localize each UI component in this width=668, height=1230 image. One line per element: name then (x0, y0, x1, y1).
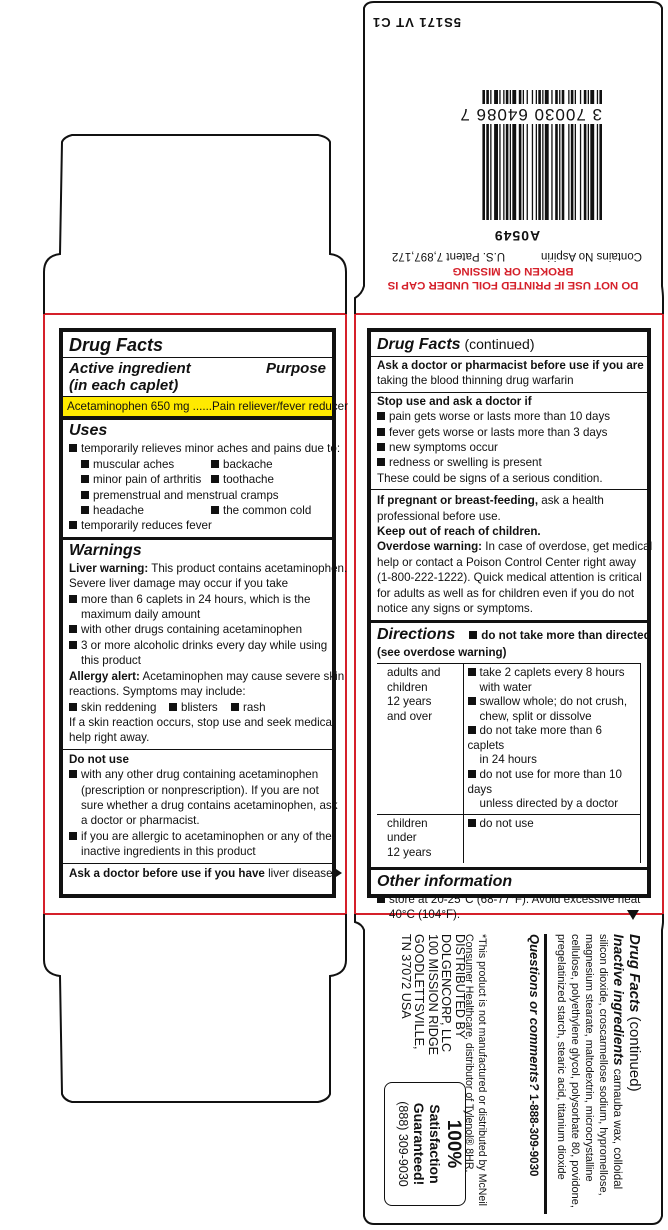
adults-direction: in 24 hours (479, 753, 537, 767)
uses-item: toothache (223, 473, 274, 487)
adults-direction: do not use for more than 10 days (467, 768, 622, 796)
liver-warning-text: This product contains acetaminophen. (148, 561, 348, 575)
stop-use-heading: Stop use and ask a doctor if (377, 394, 532, 408)
overdose-label: Overdose warning: (377, 540, 483, 554)
liver-warning-label: Liver warning: (69, 561, 149, 575)
foil-warning-line-1: DO NOT USE IF PRINTED FOIL UNDER CAP IS (387, 279, 639, 291)
inactive-ingredients-text: magnesium stearate, maltodextrin, microcrystalline (583, 934, 595, 1182)
overdose-text: In case of overdose, get medical (482, 540, 653, 554)
warnings-heading: Warnings (69, 541, 142, 559)
allergy-item: skin reddening (81, 700, 157, 714)
drug-facts-title: Drug Facts (377, 336, 461, 353)
continued-label: (continued) (460, 336, 535, 352)
pregnant-text: professional before use. (377, 509, 501, 523)
foil-warning (378, 264, 648, 292)
drug-facts-title: Drug Facts (626, 934, 643, 1013)
distributor-line: 100 MISSION RIDGE (425, 934, 440, 1056)
uses-last: temporarily reduces fever (81, 519, 212, 533)
children-label: children under (387, 816, 428, 845)
inactive-ingredients-text: pregelatinized starch, stearic acid, titanium dioxide (555, 934, 567, 1180)
active-heading-line-2: (in each caplet) (69, 377, 179, 394)
allergy-text: If a skin reaction occurs, stop use and seek medical (69, 715, 335, 729)
liver-warning-text: Severe liver damage may occur if you take (69, 577, 289, 591)
patent-text: U.S. Patent 7,897,172 (392, 250, 506, 262)
directions-row-adults (377, 663, 641, 814)
ask-pharmacist-text: taking the blood thinning drug warfarin (377, 374, 574, 388)
distributor-line: DISTRIBUTED BY (453, 934, 467, 1039)
inactive-ingredients-text: carnauba wax, colloidal (611, 1065, 624, 1190)
adults-direction: with water (479, 680, 532, 694)
adults-label: children (387, 680, 428, 694)
inactive-ingredients-text: silicon dioxide, croscarmellose sodium, hypromellose, (597, 934, 609, 1196)
barcode-digits: 3 70030 64086 7 (420, 104, 606, 124)
uses-item: headache (93, 504, 144, 518)
allergy-item: rash (243, 700, 266, 714)
allergy-alert-label: Allergy alert: (69, 669, 140, 683)
active-ingredient-line: Acetaminophen 650 mg ......Pain reliever/fever reducer (63, 396, 332, 417)
liver-item: more than 6 caplets in 24 hours, which is the (81, 592, 311, 606)
disclaimer-text: Consumer Healthcare, distributor of Tylenol® 8HR. (463, 934, 475, 1173)
uses-item: muscular aches (93, 457, 175, 471)
distributor-line: DOLGENCORP, LLC (439, 934, 454, 1053)
directions-heading: Directions (377, 625, 456, 643)
do-not-use-line: (prescription or nonprescription). If you are not (81, 783, 319, 797)
liver-item: maximum daily amount (81, 608, 201, 622)
pregnant-text: ask a health (538, 494, 604, 508)
do-not-use-line: if you are allergic to acetaminophen or any of the (81, 829, 332, 843)
do-not-use-heading: Do not use (69, 752, 129, 766)
continued-label: (continued) (626, 1012, 643, 1092)
directions-subheading: (see overdose warning) (377, 645, 507, 659)
do-not-use-line: sure whether a drug contains acetaminophen, ask (81, 798, 338, 812)
distributor-line: GOODLETTSVILLE, (412, 934, 427, 1050)
adults-direction: take 2 caplets every 8 hours (479, 665, 625, 679)
sideways-panel (503, 934, 643, 1214)
drug-facts-continued-panel (367, 328, 653, 922)
uses-heading: Uses (69, 422, 108, 440)
stop-use-item: redness or swelling is present (389, 456, 542, 470)
lot-code: A0549 (493, 228, 541, 244)
uses-item: the common cold (223, 504, 312, 518)
ask-doctor-footer-bold: Ask a doctor before use if you have (69, 866, 265, 880)
drug-facts-title: Drug Facts (69, 335, 164, 355)
uses-item: backache (223, 457, 273, 471)
satisfaction-text: Guaranteed! (411, 1102, 427, 1186)
adults-direction: swallow whole; do not crush, (479, 695, 628, 709)
allergy-text: Acetaminophen may cause severe skin (139, 669, 345, 683)
overdose-text: help or contact a Poison Control Center right away (377, 555, 637, 569)
foil-warning-line-2: BROKEN OR MISSING (452, 265, 574, 277)
allergy-text: help right away. (69, 731, 150, 745)
active-ingredient-heading (69, 360, 191, 394)
adults-direction: do not take more than 6 caplets (467, 724, 602, 752)
satisfaction-text: Satisfaction (427, 1104, 443, 1184)
top-flap (364, 2, 662, 302)
adults-label: and over (387, 709, 433, 723)
stop-use-item: fever gets worse or lasts more than 3 days (389, 425, 608, 439)
do-not-use-line: inactive ingredients in this product (81, 845, 256, 859)
liver-item: this product (81, 654, 141, 668)
allergy-item: blisters (181, 700, 218, 714)
carton-code: 5S171 VT C1 (372, 15, 462, 30)
distributor-line: TN 37072 USA (398, 934, 413, 1019)
adults-label: adults and (387, 665, 441, 679)
disclaimer-text: *This product is not manufactured or distributed by McNeil (476, 934, 488, 1207)
other-info-text: store at 20-25°C (68-77°F). Avoid excessive heat (389, 892, 641, 906)
active-heading-line-1: Active ingredient (69, 360, 191, 377)
stop-use-item: new symptoms occur (389, 441, 498, 455)
drug-facts-panel (59, 328, 348, 898)
directions-note: do not take more than directed (481, 628, 651, 642)
stop-use-note: These could be signs of a serious condition. (377, 471, 603, 485)
uses-intro: temporarily relieves minor aches and pains due to: (81, 442, 341, 456)
patent-row (392, 250, 642, 262)
adults-direction: unless directed by a doctor (479, 797, 619, 811)
other-info-heading: Other information (377, 872, 513, 890)
continue-down-arrow-icon (627, 910, 639, 920)
directions-row-children (377, 814, 641, 862)
allergy-text: reactions. Symptoms may include: (69, 685, 246, 699)
questions-label: Questions or comments? (527, 934, 542, 1091)
adults-label: 12 years (387, 695, 432, 709)
satisfaction-percent: 100% (443, 1119, 464, 1169)
stop-use-item: pain gets worse or lasts more than 10 days (389, 410, 611, 424)
continue-arrow-icon (333, 867, 342, 879)
satisfaction-badge (384, 1082, 466, 1206)
overdose-text: notice any signs or symptoms. (377, 602, 533, 616)
children-direction: do not use (479, 816, 534, 830)
inactive-ingredients-heading: Inactive ingredients (611, 934, 627, 1066)
overdose-text: (1-800-222-1222). Quick medical attention is critical (377, 571, 642, 585)
other-info-text: 40°C (104°F). (389, 908, 461, 922)
purpose-heading: Purpose (265, 360, 326, 377)
inactive-ingredients-text: cellulose, polyethylene glycol, polysorbate 80, povidone, (569, 934, 581, 1208)
distributor-block (376, 934, 466, 1074)
overdose-text: for adults as well as for children even if you do not (377, 586, 635, 600)
liver-item: with other drugs containing acetaminophen (81, 623, 303, 637)
do-not-use-line: a doctor or pharmacist. (81, 814, 200, 828)
pregnant-label: If pregnant or breast-feeding, (377, 494, 539, 508)
ask-doctor-footer-text: liver disease (264, 866, 333, 880)
children-label: 12 years (387, 846, 432, 860)
adults-direction: chew, split or dissolve (479, 709, 592, 723)
directions-table (377, 663, 641, 863)
uses-item: minor pain of arthritis (93, 473, 202, 487)
do-not-use-line: with any other drug containing acetaminophen (81, 768, 319, 782)
ask-pharmacist-heading: Ask a doctor or pharmacist before use if you are (377, 359, 644, 372)
uses-item: premenstrual and menstrual cramps (93, 488, 279, 502)
questions-phone: 1-888-309-9030 (527, 1090, 540, 1177)
no-aspirin-text: Contains No Aspirin (541, 250, 642, 262)
satisfaction-phone: (888) 309-9030 (396, 1101, 410, 1187)
keep-out-of-reach: Keep out of reach of children. (377, 525, 541, 539)
liver-item: 3 or more alcoholic drinks every day while using (81, 638, 328, 652)
